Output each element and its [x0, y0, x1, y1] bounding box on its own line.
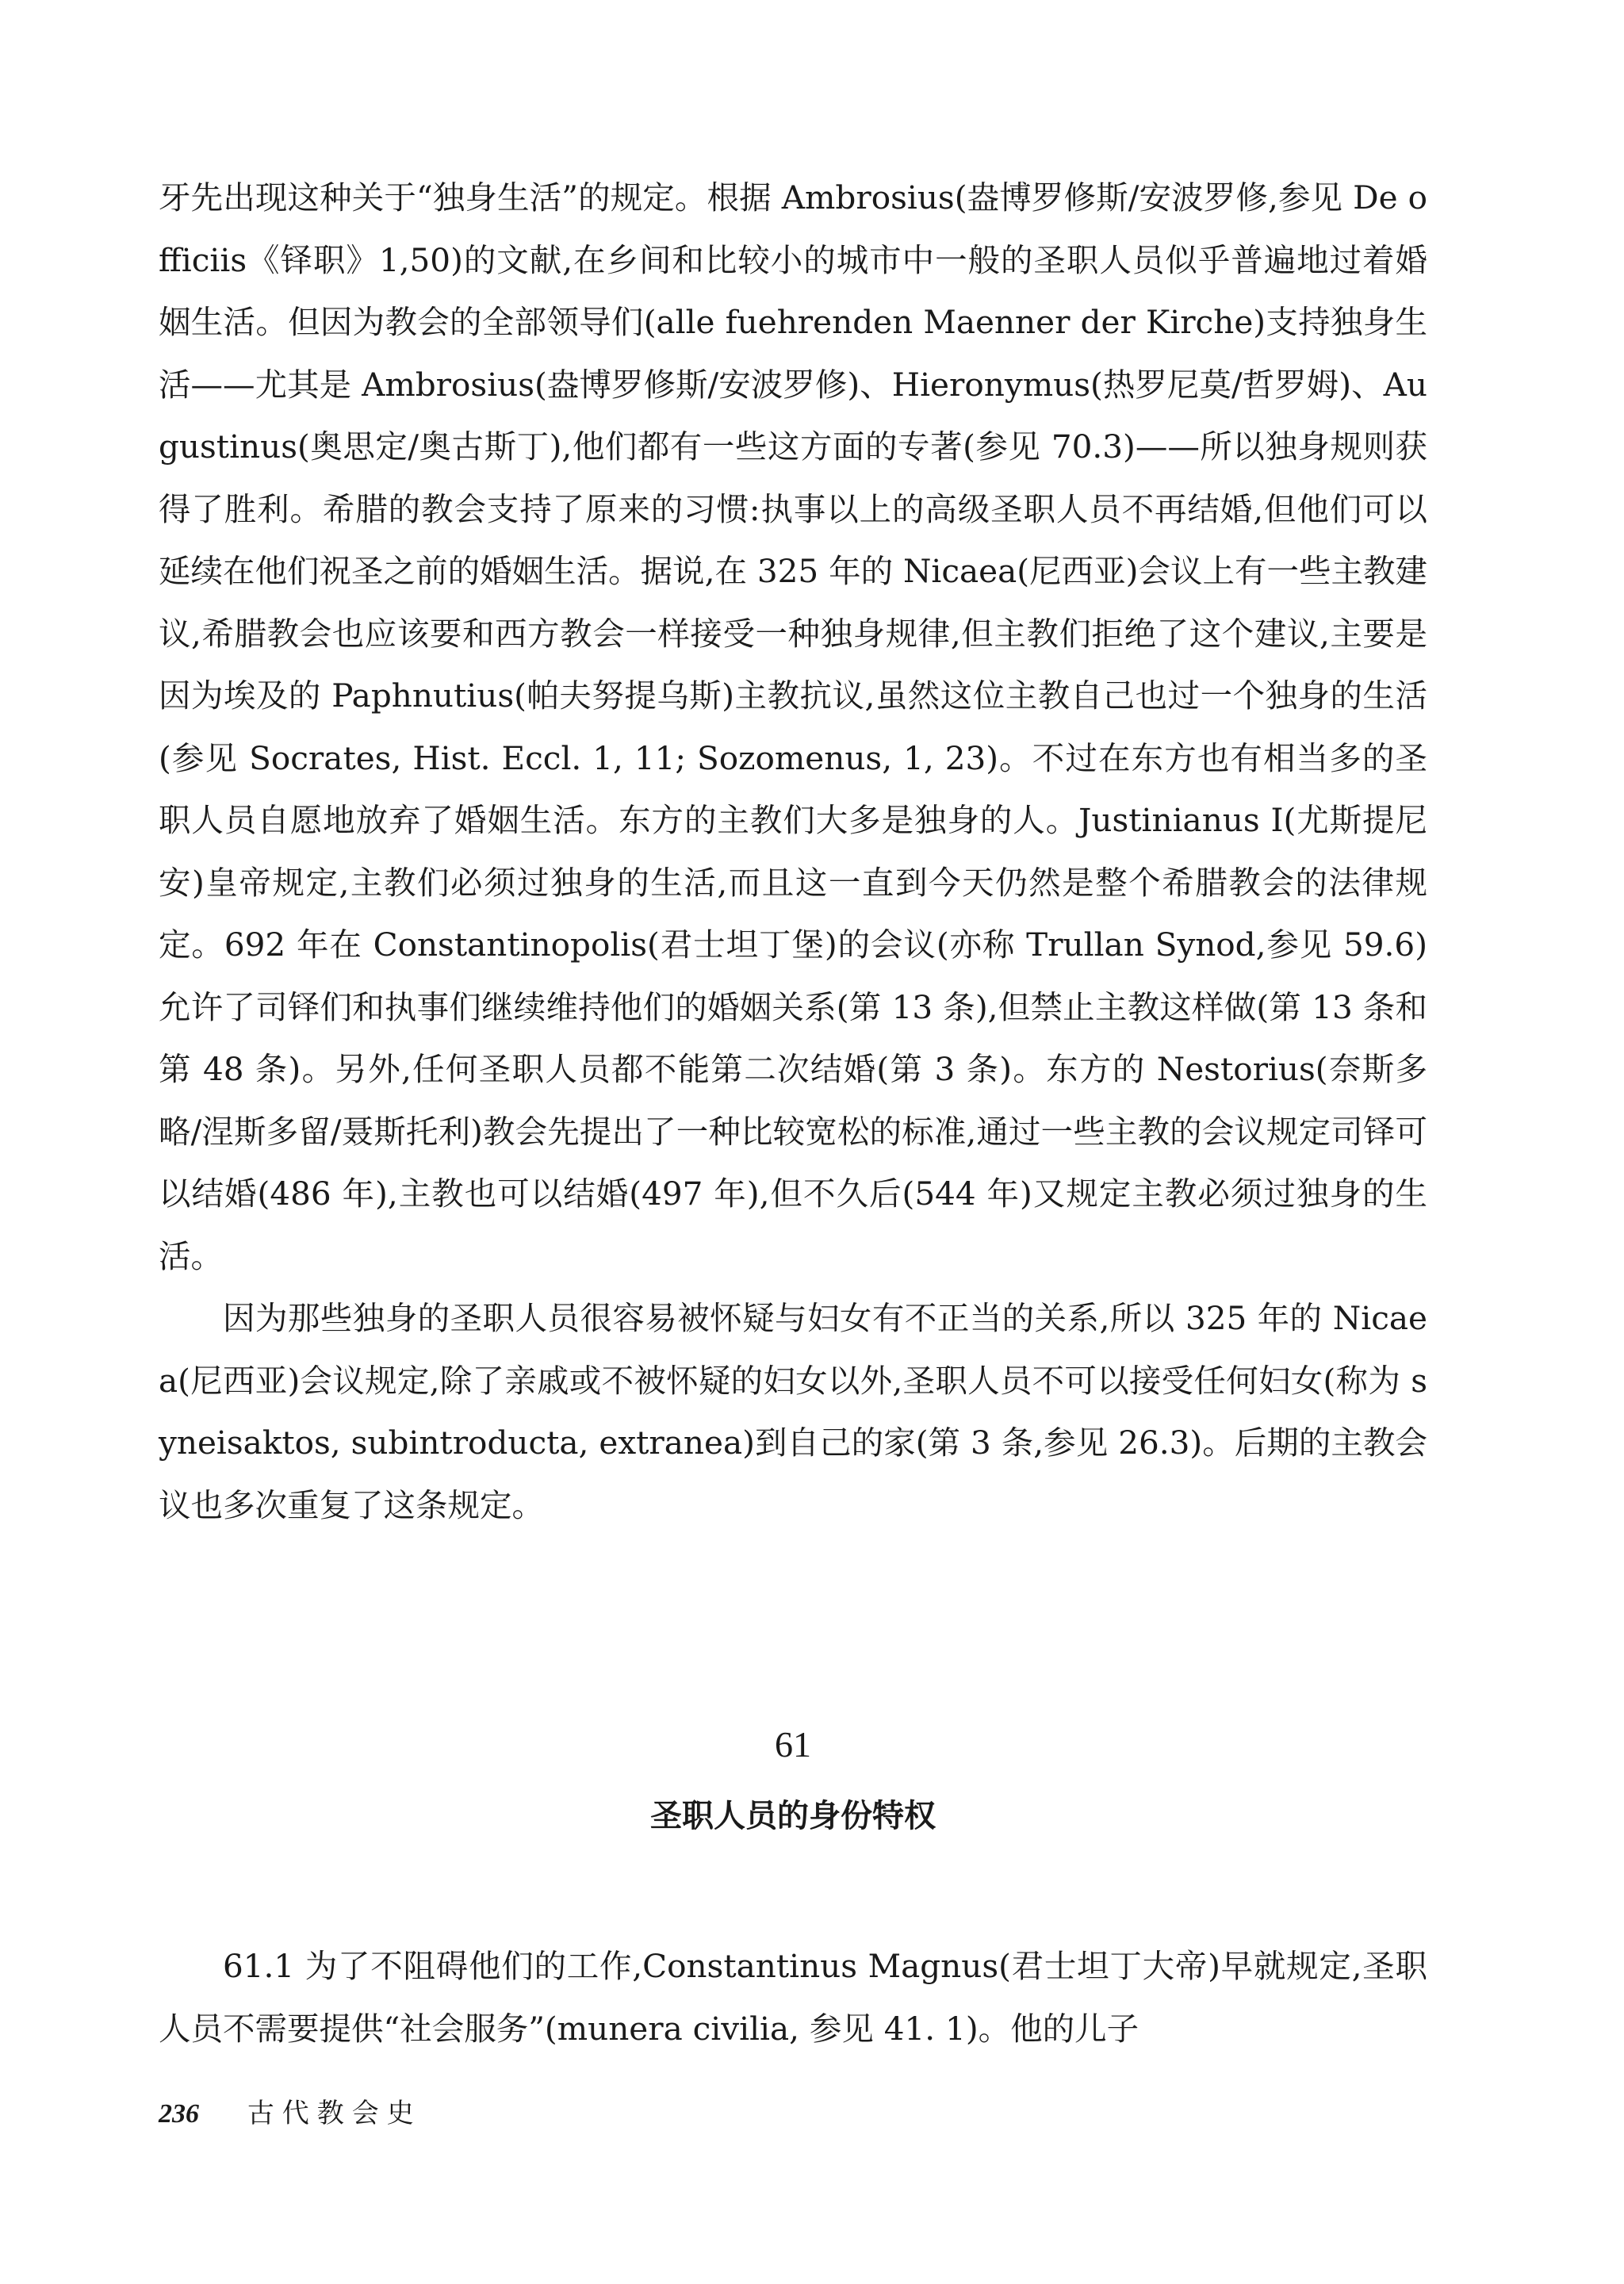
- paragraph-continued: 牙先出现这种关于“独身生活”的规定。根据 Ambrosius(盎博罗修斯/安波罗修,参见 De officiis《铎职》1,50)的文献,在乡间和比较小的城市中一般的圣职人员似乎普遍地过着婚姻生活。但因为教会的全部领导们(alle fuehrenden Maenner der Kirche)支持独身生活——尤其是 Ambrosius(盎博罗修斯/安波罗修)、Hieronymus(热罗尼莫/哲罗姆)、Augustinus(奥思定/奥古斯丁),他们都有一些这方面的专著(参见 70.3)——所以独身规则获得了胜利。希腊的教会支持了原来的习惯:执事以上的高级圣职人员不再结婚,但他们可以延续在他们祝圣之前的婚姻生活。据说,在 325 年的 Nicaea(尼西亚)会议上有一些主教建议,希腊教会也应该要和西方教会一样接受一种独身规律,但主教们拒绝了这个建议,主要是因为埃及的 Paphnutius(帕夫努提乌斯)主教抗议,虽然这位主教自己也过一个独身的生活(参见 Socrates, Hist. Eccl. 1, 11; Sozomenus, 1, 23)。不过在东方也有相当多的圣职人员自愿地放弃了婚姻生活。东方的主教们大多是独身的人。Justinianus I(尤斯提尼安)皇帝规定,主教们必须过独身的生活,而且这一直到今天仍然是整个希腊教会的法律规定。692 年在 Constantinopolis(君士坦丁堡)的会议(亦称 Trullan Synod,参见 59.6)允许了司铎们和执事们继续维持他们的婚姻关系(第 13 条),但禁止主教这样做(第 13 条和第 48 条)。另外,任何圣职人员都不能第二次结婚(第 3 条)。东方的 Nestorius(奈斯多略/涅斯多留/聂斯托利)教会先提出了一种比较宽松的标准,通过一些主教的会议规定司铎可以结婚(486 年),主教也可以结婚(497 年),但不久后(544 年)又规定主教必须过独身的生活。: [159, 178, 1427, 1275]
- section-title: 圣职人员的身份特权: [650, 1798, 936, 1834]
- section-body: [159, 1935, 1427, 2060]
- running-title: 古代教会史: [247, 2098, 422, 2129]
- body-text: [159, 167, 1427, 1536]
- page-number: 236: [159, 2099, 199, 2129]
- page-footer: [159, 2094, 422, 2134]
- section-number: 61: [775, 1724, 811, 1765]
- paragraph-nicaea-rule: 因为那些独身的圣职人员很容易被怀疑与妇女有不正当的关系,所以 325 年的 Nicaea(尼西亚)会议规定,除了亲戚或不被怀疑的妇女以外,圣职人员不可以接受任何妇女(称为 syneisaktos, subintroducta, extranea)到自己的家(第 3 条,参见 26.3)。后期的主教会议也多次重复了这条规定。: [159, 1299, 1427, 1524]
- page: [159, 167, 1427, 2048]
- paragraph-61-1: 61.1 为了不阻碍他们的工作,Constantinus Magnus(君士坦丁大帝)早就规定,圣职人员不需要提供“社会服务”(munera civilia, 参见 41. 1)。他的儿子: [159, 1947, 1427, 2048]
